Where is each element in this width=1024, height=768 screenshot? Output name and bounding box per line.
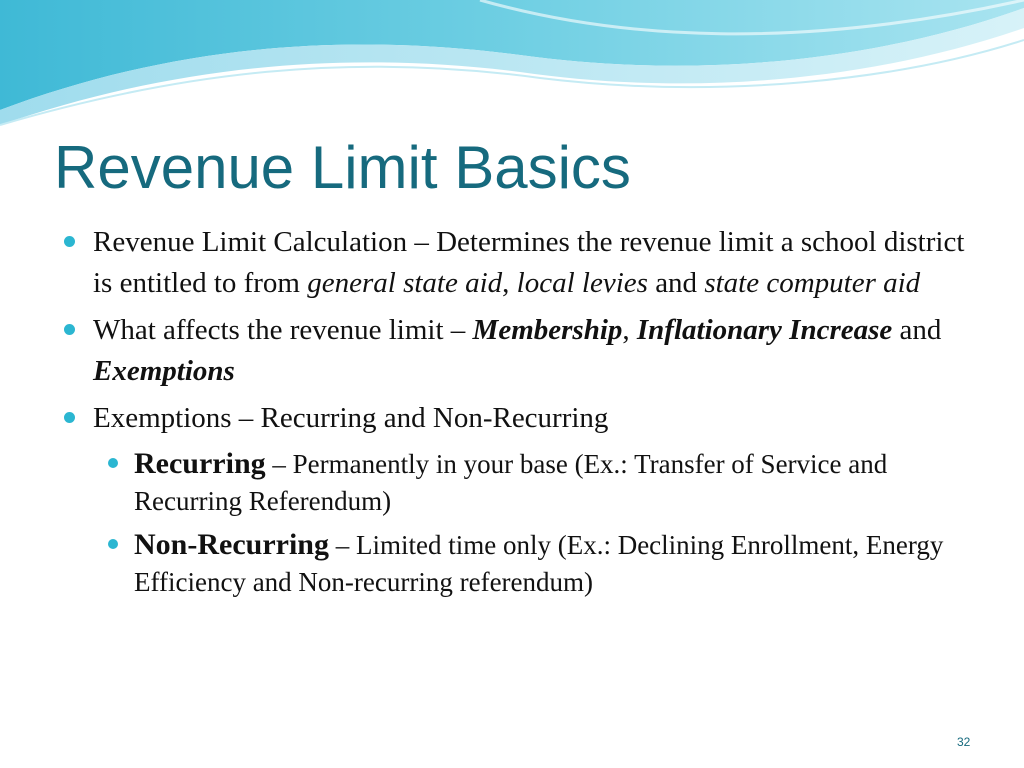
italic-term: general state aid [307,267,503,299]
bullet-text: Determines the revenue limit a school district is entitled to from [93,226,965,299]
comma: , [502,267,517,299]
bullet-dot-icon [64,236,75,247]
bullet-dot-icon [108,458,118,468]
separator: – [407,226,437,258]
header-wave-decoration [0,0,1024,130]
bullet-dot-icon [64,324,75,335]
italic-term: state computer aid [704,267,921,299]
slide-title: Revenue Limit Basics [54,134,631,201]
comma: , [622,314,637,346]
bullet-lead: Revenue Limit Calculation [93,226,408,258]
conjunction: and [647,267,705,299]
bullet-text: Exemptions – Recurring and Non-Recurring [93,402,609,434]
bullet-list [60,222,980,607]
bullet-dot-icon [64,412,75,423]
bold-italic-term: Membership [472,314,623,346]
bullet-what-affects [60,310,980,392]
page-number: 32 [957,735,971,749]
bullet-dot-icon [108,539,118,549]
sub-bullet-text: – Permanently in your base (Ex.: Transfer of Service and Recurring Referendum) [134,449,888,516]
italic-term: local levies [516,267,648,299]
bold-italic-term: Exemptions [93,355,235,387]
sub-bullet-non-recurring [103,526,980,601]
conjunction: and [892,314,942,346]
bullet-exemptions [60,398,980,439]
sub-bullet-text: – Limited time only (Ex.: Declining Enrollment, Energy Efficiency and Non-recurring referendum) [134,530,944,597]
bold-italic-term: Inflationary Increase [636,314,893,346]
sub-bullet-lead: Non-Recurring [134,528,329,561]
sub-bullet-lead: Recurring [134,447,266,480]
bullet-revenue-limit-calculation [60,222,980,304]
sub-bullet-recurring [103,445,980,520]
bullet-lead: What affects the revenue limit – [93,314,473,346]
